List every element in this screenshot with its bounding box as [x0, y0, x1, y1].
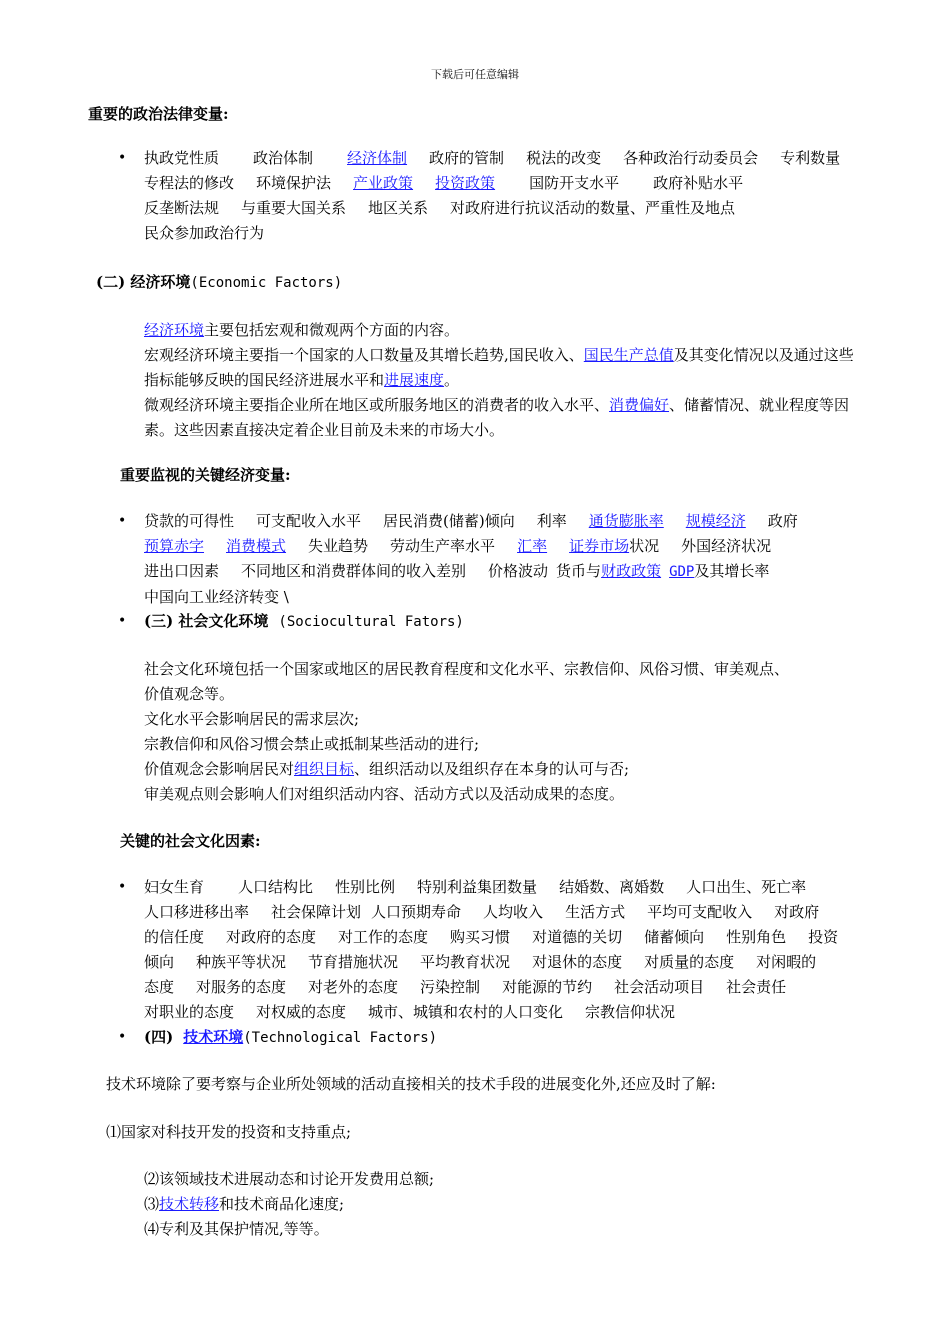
fiscal-policy-link[interactable]: 财政政策: [601, 562, 662, 580]
consumption-pattern-link[interactable]: 消费模式: [226, 537, 287, 555]
list-item: 政府的管制: [429, 149, 505, 167]
section3-title: (三) 社会文化环境 (Sociocultural Fators): [144, 612, 464, 630]
list-item: 国防开支水平: [529, 174, 620, 192]
list-item: 各种政治行动委员会: [623, 149, 759, 167]
investment-policy-link[interactable]: 投资政策: [435, 174, 496, 192]
list-item: 税法的改变: [526, 149, 602, 167]
list-item: 政治体制: [253, 149, 314, 167]
page-header: 下载后可任意编辑: [431, 68, 519, 81]
technology-transfer-link[interactable]: 技术转移: [159, 1195, 220, 1213]
list-item: 民众参加政治行为: [144, 224, 265, 242]
sociocultural-factors-list: 妇女生育 人口结构比 性别比例 特别利益集团数量 结婚数、离婚数 人口出生、死亡率 人口移进移出率 社会保障计划 人口预期寿命 人均收入 生活方式 平均可支配收入 对政府 的信任度 对政府的态度 对工作的态度 购买习惯 对道德的关切 储蓄倾向 性别角色 投资 倾向 种族平等状况 节育措施状况 平均教育状况 对退休的态度 对质量的态度 对闲暇的 态度 对服务的态度 对老外的态度 污染控制 对能源的节约 社会活动项目 社会责任 对职业的态度 对权威的态度 城市、城镇和农村的人口变化 宗教信仰状况: [144, 878, 839, 1021]
bullet: •: [118, 1029, 127, 1045]
tech-intro: 技术环境除了要考察与企业所处领域的活动直接相关的技术手段的进展变化外,还应及时了解:: [106, 1075, 716, 1093]
securities-market-link[interactable]: 证券市场: [569, 537, 630, 555]
economies-of-scale-link[interactable]: 规模经济: [685, 512, 746, 530]
technology-environment-link[interactable]: 技术环境: [183, 1028, 244, 1046]
list-item: 专利数量: [780, 149, 841, 167]
bullet: •: [118, 513, 127, 529]
budget-deficit-link[interactable]: 预算赤字: [144, 537, 205, 555]
list-item: 专程法的修改: [144, 174, 235, 192]
list-item: 反垄断法规: [144, 199, 220, 217]
economic-system-link[interactable]: 经济体制: [347, 149, 408, 167]
political-variables-list: [144, 146, 864, 246]
list-item: 环境保护法: [256, 174, 332, 192]
list-item: 政府补贴水平: [653, 174, 744, 192]
sociocultural-subtitle: 关键的社会文化因素:: [120, 832, 261, 850]
sociocultural-paragraph: 社会文化环境包括一个国家或地区的居民教育程度和文化水平、宗教信仰、风俗习惯、审美观点、 价值观念等。 文化水平会影响居民的需求层次; 宗教信仰和风俗习惯会禁止或抵制某些活动的进行; 价值观念会影响居民对组织目标、组织活动以及组织存在本身的认可与否; 审美观点则会影响人们对组织活动内容、活动方式以及活动成果的态度。: [144, 660, 790, 803]
economic-subtitle: 重要监视的关键经济变量:: [120, 466, 291, 484]
section1-title: 重要的政治法律变量:: [88, 105, 229, 123]
list-item: 执政党性质: [144, 149, 220, 167]
list-item: 地区关系: [368, 199, 429, 217]
bullet: •: [118, 879, 127, 895]
gdp-link[interactable]: GDP: [669, 564, 695, 580]
exchange-rate-link[interactable]: 汇率: [517, 537, 548, 555]
economic-environment-link[interactable]: 经济环境: [144, 321, 205, 339]
economic-variables-list: 贷款的可得性 可支配收入水平 居民消费(储蓄)倾向 利率 通货膨胀率 规模经济 政府 预算赤字 消费模式 失业趋势 劳动生产率水平 汇率 证券市场状况 外国经济状况 进出口因素 不同地区和消费群体间的收入差别 价格波动 货币与财政政策 GDP及其增长率 中国向工业经济转变 \: [144, 512, 798, 606]
organizational-goals-link[interactable]: 组织目标: [294, 760, 355, 778]
gnp-link[interactable]: 国民生产总值: [583, 346, 674, 364]
list-item: 与重要大国关系: [241, 199, 347, 217]
tech-item-4: ⑷专利及其保护情况,等等。: [144, 1220, 329, 1238]
list-item: 对政府进行抗议活动的数量、严重性及地点: [450, 199, 736, 217]
tech-item-3: ⑶技术转移和技术商品化速度;: [144, 1195, 345, 1213]
inflation-link[interactable]: 通货膨胀率: [588, 512, 664, 530]
section4-title: (四) 技术环境(Technological Factors): [144, 1028, 438, 1046]
consumer-preference-link[interactable]: 消费偏好: [609, 396, 670, 414]
bullet: •: [118, 613, 127, 629]
tech-item-2: ⑵该领域技术进展动态和讨论开发费用总额;: [144, 1170, 435, 1188]
economic-paragraph: 经济环境主要包括宏观和微观两个方面的内容。 宏观经济环境主要指一个国家的人口数量及其增长趋势,国民收入、国民生产总值及其变化情况以及通过这些指标能够反映的国民经济进展水平和进展速度。 微观经济环境主要指企业所在地区或所服务地区的消费者的收入水平、消费偏好、储蓄情况、就业程度等因素。这些因素直接决定着企业目前及未来的市场大小。: [144, 321, 854, 439]
tech-items: [144, 1167, 434, 1242]
bullet: •: [118, 150, 127, 166]
section2-title: (二) 经济环境(Economic Factors): [96, 273, 343, 291]
industrial-policy-link[interactable]: 产业政策: [353, 174, 414, 192]
development-speed-link[interactable]: 进展速度: [384, 371, 445, 389]
tech-item-1: ⑴国家对科技开发的投资和支持重点;: [106, 1123, 352, 1141]
